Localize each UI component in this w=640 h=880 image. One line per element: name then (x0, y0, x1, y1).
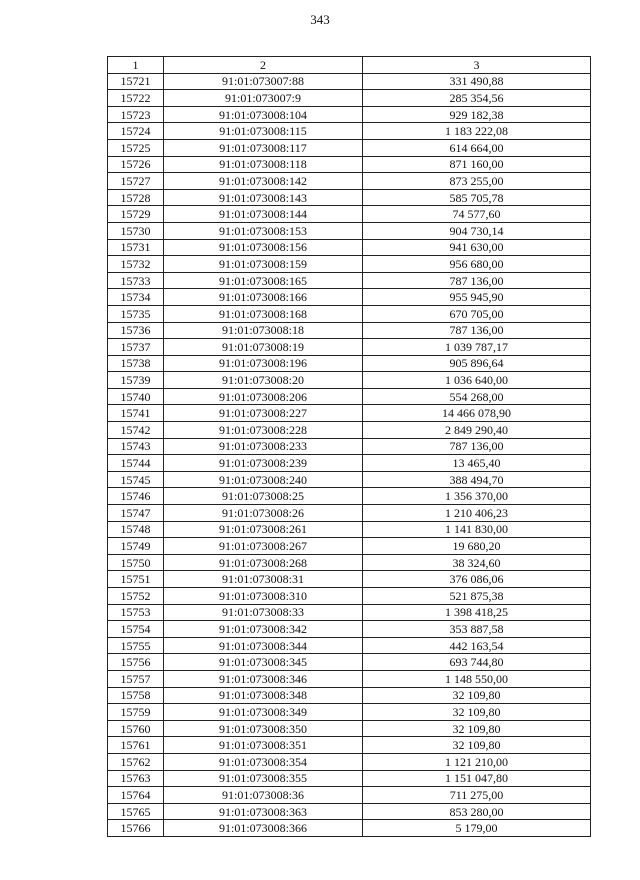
table-row (108, 803, 591, 820)
row-number-cell: 15722 (108, 90, 164, 107)
table-row (108, 554, 591, 571)
value-cell: 32 109,80 (363, 720, 591, 737)
table-row (108, 770, 591, 787)
cadastral-number-cell: 91:01:073008:143 (164, 189, 363, 206)
value-cell: 873 255,00 (363, 173, 591, 190)
value-cell: 787 136,00 (363, 272, 591, 289)
row-number-cell: 15760 (108, 720, 164, 737)
row-number-cell: 15728 (108, 189, 164, 206)
cadastral-number-cell: 91:01:073008:31 (164, 571, 363, 588)
value-cell: 1 183 222,08 (363, 123, 591, 140)
table-row (108, 206, 591, 223)
value-cell: 554 268,00 (363, 388, 591, 405)
value-cell: 376 086,06 (363, 571, 591, 588)
table-row (108, 654, 591, 671)
row-number-cell: 15749 (108, 538, 164, 555)
table-row (108, 139, 591, 156)
cadastral-number-cell: 91:01:073007:88 (164, 73, 363, 90)
row-number-cell: 15751 (108, 571, 164, 588)
row-number-cell: 15762 (108, 753, 164, 770)
table-row (108, 820, 591, 837)
cadastral-number-cell: 91:01:073008:351 (164, 737, 363, 754)
value-cell: 1 039 787,17 (363, 339, 591, 356)
value-cell: 929 182,38 (363, 106, 591, 123)
row-number-cell: 15758 (108, 687, 164, 704)
cadastral-number-cell: 91:01:073008:168 (164, 305, 363, 322)
value-cell: 853 280,00 (363, 803, 591, 820)
row-number-cell: 15741 (108, 405, 164, 422)
row-number-cell: 15727 (108, 173, 164, 190)
row-number-cell: 15745 (108, 471, 164, 488)
table-row (108, 753, 591, 770)
table-body (108, 73, 591, 836)
row-number-cell: 15744 (108, 455, 164, 472)
row-number-cell: 15739 (108, 372, 164, 389)
value-cell: 905 896,64 (363, 355, 591, 372)
row-number-cell: 15735 (108, 305, 164, 322)
value-cell: 353 887,58 (363, 621, 591, 638)
value-cell: 285 354,56 (363, 90, 591, 107)
value-cell: 1 398 418,25 (363, 604, 591, 621)
cadastral-number-cell: 91:01:073008:261 (164, 521, 363, 538)
row-number-cell: 15737 (108, 339, 164, 356)
header-row (108, 57, 591, 74)
cadastral-number-cell: 91:01:073008:104 (164, 106, 363, 123)
cadastral-number-cell: 91:01:073008:144 (164, 206, 363, 223)
row-number-cell: 15757 (108, 670, 164, 687)
table-row (108, 588, 591, 605)
row-number-cell: 15733 (108, 272, 164, 289)
cadastral-number-cell: 91:01:073008:267 (164, 538, 363, 555)
value-cell: 904 730,14 (363, 222, 591, 239)
cadastral-number-cell: 91:01:073008:18 (164, 322, 363, 339)
table-row (108, 720, 591, 737)
row-number-cell: 15748 (108, 521, 164, 538)
value-cell: 32 109,80 (363, 704, 591, 721)
table-row (108, 289, 591, 306)
table-row (108, 222, 591, 239)
cadastral-number-cell: 91:01:073008:363 (164, 803, 363, 820)
value-cell: 956 680,00 (363, 256, 591, 273)
table-row (108, 438, 591, 455)
cadastral-number-cell: 91:01:073008:20 (164, 372, 363, 389)
value-cell: 693 744,80 (363, 654, 591, 671)
table-row (108, 322, 591, 339)
cadastral-number-cell: 91:01:073008:115 (164, 123, 363, 140)
row-number-cell: 15725 (108, 139, 164, 156)
value-cell: 787 136,00 (363, 438, 591, 455)
cadastral-number-cell: 91:01:073008:233 (164, 438, 363, 455)
row-number-cell: 15755 (108, 637, 164, 654)
value-cell: 585 705,78 (363, 189, 591, 206)
table-row (108, 455, 591, 472)
table-row (108, 637, 591, 654)
cadastral-number-cell: 91:01:073008:156 (164, 239, 363, 256)
row-number-cell: 15750 (108, 554, 164, 571)
row-number-cell: 15764 (108, 787, 164, 804)
table-row (108, 422, 591, 439)
value-cell: 13 465,40 (363, 455, 591, 472)
cadastral-number-cell: 91:01:073008:240 (164, 471, 363, 488)
cadastral-number-cell: 91:01:073008:268 (164, 554, 363, 571)
value-cell: 941 630,00 (363, 239, 591, 256)
table-row (108, 505, 591, 522)
cadastral-number-cell: 91:01:073008:117 (164, 139, 363, 156)
cadastral-number-cell: 91:01:073008:36 (164, 787, 363, 804)
table-row (108, 388, 591, 405)
row-number-cell: 15761 (108, 737, 164, 754)
cadastral-number-cell: 91:01:073008:310 (164, 588, 363, 605)
cadastral-number-cell: 91:01:073008:344 (164, 637, 363, 654)
cadastral-number-cell: 91:01:073007:9 (164, 90, 363, 107)
value-cell: 1 356 370,00 (363, 488, 591, 505)
column-header: 2 (164, 57, 363, 74)
cadastral-number-cell: 91:01:073008:346 (164, 670, 363, 687)
row-number-cell: 15734 (108, 289, 164, 306)
value-cell: 32 109,80 (363, 687, 591, 704)
table-row (108, 621, 591, 638)
table-row (108, 704, 591, 721)
table-row (108, 156, 591, 173)
value-cell: 19 680,20 (363, 538, 591, 555)
value-cell: 1 036 640,00 (363, 372, 591, 389)
table-row (108, 737, 591, 754)
table-row (108, 355, 591, 372)
cadastral-number-cell: 91:01:073008:206 (164, 388, 363, 405)
row-number-cell: 15724 (108, 123, 164, 140)
table-row (108, 372, 591, 389)
row-number-cell: 15743 (108, 438, 164, 455)
value-cell: 1 210 406,23 (363, 505, 591, 522)
value-cell: 331 490,88 (363, 73, 591, 90)
row-number-cell: 15763 (108, 770, 164, 787)
table-row (108, 173, 591, 190)
row-number-cell: 15729 (108, 206, 164, 223)
table-row (108, 471, 591, 488)
cadastral-number-cell: 91:01:073008:366 (164, 820, 363, 837)
table-row (108, 106, 591, 123)
cadastral-number-cell: 91:01:073008:118 (164, 156, 363, 173)
value-cell: 711 275,00 (363, 787, 591, 804)
row-number-cell: 15738 (108, 355, 164, 372)
cadastral-number-cell: 91:01:073008:239 (164, 455, 363, 472)
table-row (108, 339, 591, 356)
row-number-cell: 15721 (108, 73, 164, 90)
row-number-cell: 15736 (108, 322, 164, 339)
table-row (108, 272, 591, 289)
value-cell: 5 179,00 (363, 820, 591, 837)
table-row (108, 305, 591, 322)
value-cell: 670 705,00 (363, 305, 591, 322)
row-number-cell: 15730 (108, 222, 164, 239)
cadastral-number-cell: 91:01:073008:25 (164, 488, 363, 505)
value-cell: 74 577,60 (363, 206, 591, 223)
table-row (108, 604, 591, 621)
value-cell: 1 121 210,00 (363, 753, 591, 770)
value-cell: 787 136,00 (363, 322, 591, 339)
cadastral-number-cell: 91:01:073008:227 (164, 405, 363, 422)
cadastral-number-cell: 91:01:073008:355 (164, 770, 363, 787)
page-number: 343 (310, 12, 330, 27)
column-header: 3 (363, 57, 591, 74)
table-row (108, 488, 591, 505)
cadastral-number-cell: 91:01:073008:228 (164, 422, 363, 439)
cadastral-number-cell: 91:01:073008:33 (164, 604, 363, 621)
value-cell: 388 494,70 (363, 471, 591, 488)
row-number-cell: 15746 (108, 488, 164, 505)
row-number-cell: 15723 (108, 106, 164, 123)
value-cell: 14 466 078,90 (363, 405, 591, 422)
cadastral-number-cell: 91:01:073008:348 (164, 687, 363, 704)
cadastral-number-cell: 91:01:073008:354 (164, 753, 363, 770)
row-number-cell: 15747 (108, 505, 164, 522)
value-cell: 521 875,38 (363, 588, 591, 605)
row-number-cell: 15726 (108, 156, 164, 173)
cadastral-number-cell: 91:01:073008:19 (164, 339, 363, 356)
table-row (108, 73, 591, 90)
table-row (108, 687, 591, 704)
row-number-cell: 15759 (108, 704, 164, 721)
row-number-cell: 15756 (108, 654, 164, 671)
table-row (108, 787, 591, 804)
value-cell: 38 324,60 (363, 554, 591, 571)
table-row (108, 90, 591, 107)
cadastral-number-cell: 91:01:073008:159 (164, 256, 363, 273)
row-number-cell: 15740 (108, 388, 164, 405)
row-number-cell: 15731 (108, 239, 164, 256)
row-number-cell: 15732 (108, 256, 164, 273)
table-row (108, 405, 591, 422)
row-number-cell: 15766 (108, 820, 164, 837)
row-number-cell: 15752 (108, 588, 164, 605)
value-cell: 614 664,00 (363, 139, 591, 156)
value-cell: 442 163,54 (363, 637, 591, 654)
table-row (108, 670, 591, 687)
table-row (108, 189, 591, 206)
row-number-cell: 15753 (108, 604, 164, 621)
column-header: 1 (108, 57, 164, 74)
value-cell: 32 109,80 (363, 737, 591, 754)
table-row (108, 571, 591, 588)
cadastral-number-cell: 91:01:073008:350 (164, 720, 363, 737)
cadastral-number-cell: 91:01:073008:166 (164, 289, 363, 306)
row-number-cell: 15765 (108, 803, 164, 820)
table-row (108, 239, 591, 256)
cadastral-number-cell: 91:01:073008:153 (164, 222, 363, 239)
cadastral-number-cell: 91:01:073008:196 (164, 355, 363, 372)
row-number-cell: 15754 (108, 621, 164, 638)
data-table (107, 56, 591, 837)
table-row (108, 538, 591, 555)
table-header (108, 57, 591, 74)
cadastral-number-cell: 91:01:073008:342 (164, 621, 363, 638)
cadastral-number-cell: 91:01:073008:142 (164, 173, 363, 190)
table-row (108, 256, 591, 273)
value-cell: 871 160,00 (363, 156, 591, 173)
cadastral-number-cell: 91:01:073008:26 (164, 505, 363, 522)
table-row (108, 521, 591, 538)
cadastral-number-cell: 91:01:073008:345 (164, 654, 363, 671)
value-cell: 955 945,90 (363, 289, 591, 306)
value-cell: 1 148 550,00 (363, 670, 591, 687)
cadastral-number-cell: 91:01:073008:349 (164, 704, 363, 721)
table-row (108, 123, 591, 140)
cadastral-number-cell: 91:01:073008:165 (164, 272, 363, 289)
row-number-cell: 15742 (108, 422, 164, 439)
value-cell: 1 151 047,80 (363, 770, 591, 787)
value-cell: 2 849 290,40 (363, 422, 591, 439)
value-cell: 1 141 830,00 (363, 521, 591, 538)
